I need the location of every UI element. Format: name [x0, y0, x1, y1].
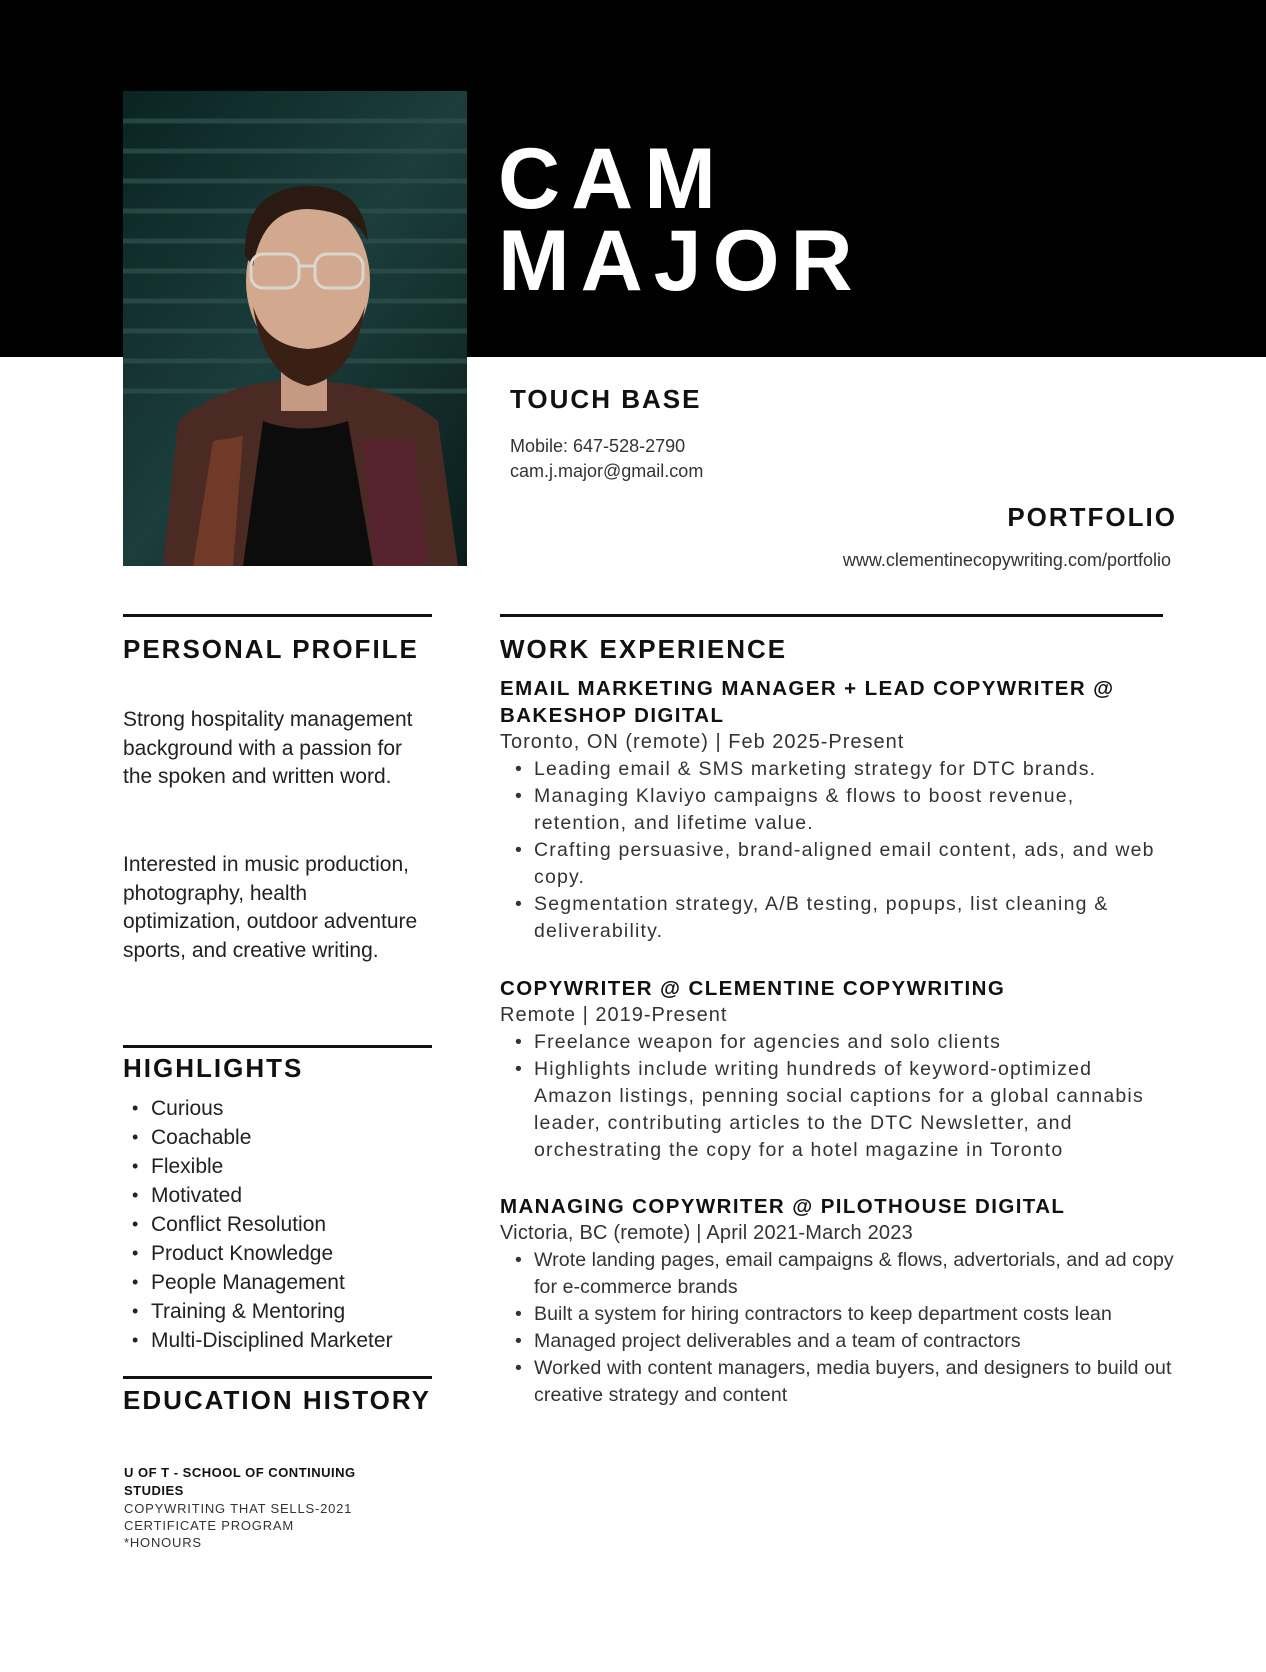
portrait-photo	[123, 91, 467, 566]
highlight-item: • Curious	[123, 1094, 393, 1123]
name-first: CAM	[498, 131, 727, 227]
profile-paragraph: Strong hospitality management background with a passion for the spoken and written word.	[123, 708, 413, 788]
name-last: MAJOR	[498, 213, 864, 309]
education-school: U OF T - SCHOOL OF CONTINUING STUDIES	[124, 1465, 356, 1498]
highlight-item: • Motivated	[123, 1181, 393, 1210]
job-title: EMAIL MARKETING MANAGER + LEAD COPYWRITER @ BAKESHOP DIGITAL	[500, 677, 1115, 727]
job-title: COPYWRITER @ CLEMENTINE COPYWRITING	[500, 977, 1006, 1000]
job-bullets	[500, 756, 1190, 945]
highlight-item: • People Management	[123, 1268, 393, 1297]
highlight-item: • Product Knowledge	[123, 1239, 393, 1268]
education-detail: COPYWRITING THAT SELLS-2021	[124, 1501, 353, 1516]
job-bullet: • Managing Klaviyo campaigns & flows to boost revenue, retention, and lifetime value.	[500, 783, 1174, 837]
contact-email[interactable]: cam.j.major@gmail.com	[510, 461, 704, 481]
portfolio-link[interactable]: www.clementinecopywriting.com/portfolio	[842, 550, 1171, 570]
highlight-item: • Flexible	[123, 1152, 393, 1181]
contact-title: TOUCH BASE	[510, 384, 702, 414]
education-detail: *HONOURS	[124, 1535, 202, 1550]
job-meta: Toronto, ON (remote) | Feb 2025-Present	[500, 731, 905, 753]
highlight-item: • Multi-Disciplined Marketer	[123, 1326, 393, 1355]
highlight-item: • Training & Mentoring	[123, 1297, 393, 1326]
job-title: MANAGING COPYWRITER @ PILOTHOUSE DIGITAL	[500, 1195, 1066, 1218]
highlights-title: HIGHLIGHTS	[123, 1053, 304, 1083]
work-divider	[500, 614, 1163, 617]
contact-mobile: Mobile: 647-528-2790	[510, 436, 686, 456]
highlights-list	[123, 1094, 393, 1355]
job-bullet: • Segmentation strategy, A/B testing, popups, list cleaning & deliverability.	[500, 891, 1174, 945]
profile-title: PERSONAL PROFILE	[123, 634, 419, 664]
job-bullet: • Crafting persuasive, brand-aligned email content, ads, and web copy.	[500, 837, 1174, 891]
highlights-divider	[123, 1045, 432, 1048]
job-bullet: • Worked with content managers, media buyers, and designers to build out creative strategy and content	[500, 1355, 1174, 1409]
job-meta: Victoria, BC (remote) | April 2021-March 2023	[500, 1222, 913, 1244]
education-detail: CERTIFICATE PROGRAM	[124, 1518, 295, 1533]
job-bullet: • Managed project deliverables and a team of contractors	[500, 1328, 1174, 1355]
job-entry	[500, 975, 1190, 1164]
job-bullet: • Built a system for hiring contractors to keep department costs lean	[500, 1301, 1174, 1328]
job-bullet: • Highlights include writing hundreds of keyword-optimized Amazon listings, penning social captions for a global cannabis leader, contributing articles to the DTC Newsletter, and orchestrating the copy for a hotel magazine in Toronto	[500, 1056, 1174, 1164]
job-bullets	[500, 1029, 1190, 1164]
profile-paragraph: Interested in music production, photography, health optimization, outdoor adventure sports, and creative writing.	[123, 853, 418, 962]
job-bullet: • Freelance weapon for agencies and solo clients	[500, 1029, 1174, 1056]
work-title: WORK EXPERIENCE	[500, 634, 788, 664]
education-title: EDUCATION HISTORY	[123, 1385, 431, 1415]
highlight-item: • Conflict Resolution	[123, 1210, 393, 1239]
job-bullets	[500, 1247, 1190, 1409]
job-bullet: • Wrote landing pages, email campaigns & flows, advertorials, and ad copy for e-commerce brands	[500, 1247, 1174, 1301]
highlight-item: • Coachable	[123, 1123, 393, 1152]
job-bullet: • Leading email & SMS marketing strategy for DTC brands.	[500, 756, 1174, 783]
education-divider	[123, 1376, 432, 1379]
profile-divider	[123, 614, 432, 617]
portrait-illustration	[123, 91, 467, 566]
job-entry	[500, 675, 1190, 945]
portfolio-title: PORTFOLIO	[1007, 502, 1177, 532]
job-entry	[500, 1193, 1190, 1409]
job-meta: Remote | 2019-Present	[500, 1004, 728, 1026]
